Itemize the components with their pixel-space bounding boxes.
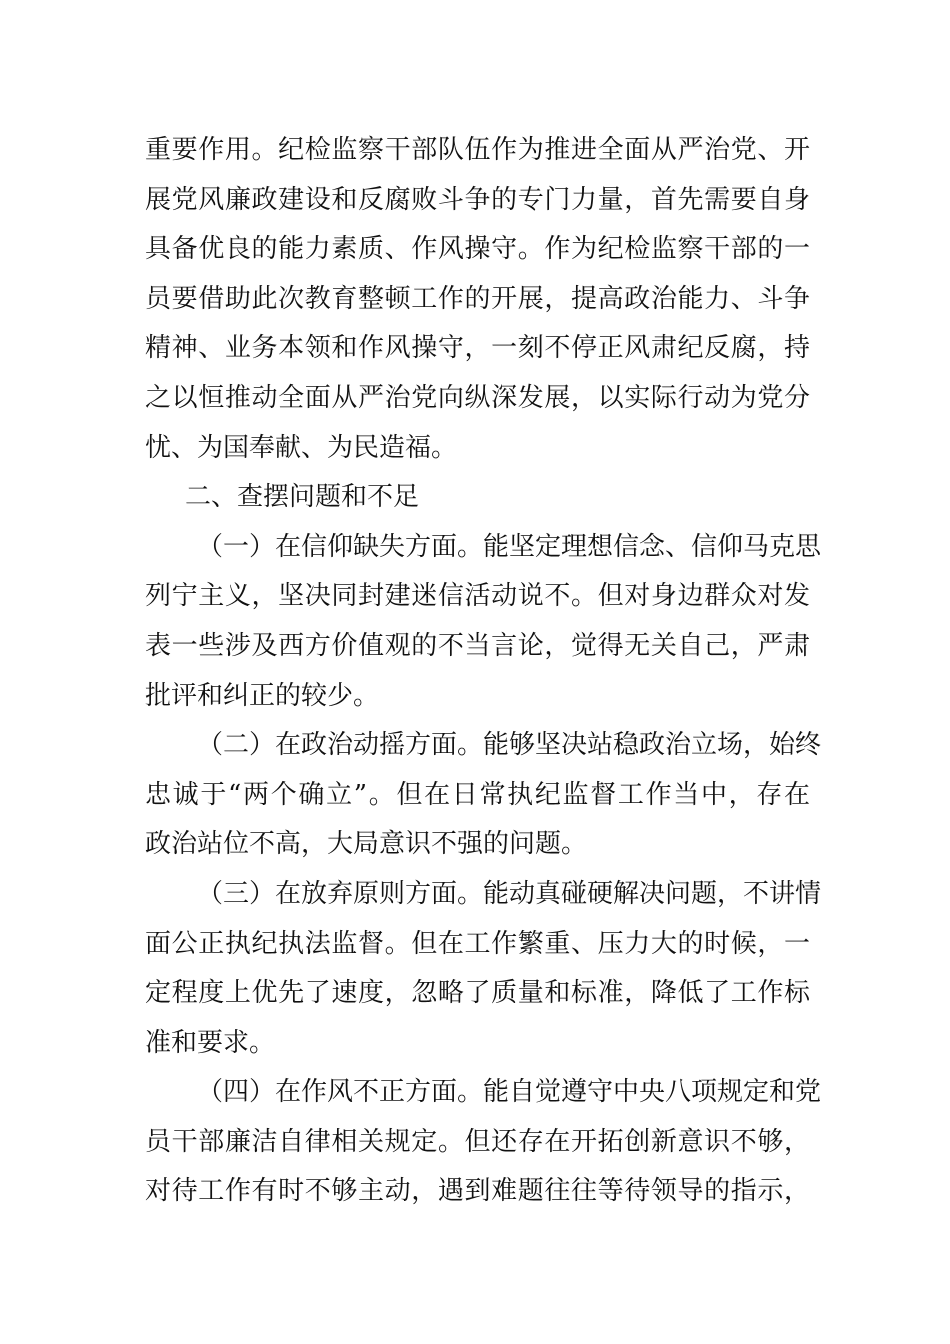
text-line: 表一些涉及西方价值观的不当言论，觉得无关自己，严肃 — [145, 630, 810, 661]
text-line: 重要作用。纪检监察干部队伍作为推进全面从严治党、开 — [145, 135, 810, 165]
text-line: （一）在信仰缺失方面。能坚定理想信念、信仰马克思 — [197, 531, 822, 562]
text-line: （四）在作风不正方面。能自觉遵守中央八项规定和党 — [197, 1077, 822, 1108]
section-heading: 二、查摆问题和不足 — [185, 482, 420, 513]
text-line: （二）在政治动摇方面。能够坚决站稳政治立场，始终 — [197, 730, 822, 761]
text-line: 之以恒推动全面从严治党向纵深发展，以实际行动为党分 — [145, 382, 810, 413]
text-line: 员要借助此次教育整顿工作的开展，提高政治能力、斗争 — [145, 283, 810, 314]
text-line: 忧、为国奉献、为民造福。 — [145, 432, 458, 463]
text-line: 批评和纠正的较少。 — [145, 680, 380, 711]
text-line: 具备优良的能力素质、作风操守。作为纪检监察干部的一 — [145, 234, 810, 265]
text-line: 面公正执纪执法监督。但在工作繁重、压力大的时候，一 — [145, 928, 810, 959]
text-line: 准和要求。 — [145, 1027, 276, 1058]
text-line: 政治站位不高，大局意识不强的问题。 — [145, 829, 588, 860]
text-line: 列宁主义，坚决同封建迷信活动说不。但对身边群众对发 — [145, 581, 810, 612]
text-line: 展党风廉政建设和反腐败斗争的专门力量，首先需要自身 — [145, 184, 810, 215]
text-line: 定程度上优先了速度，忽略了质量和标准，降低了工作标 — [145, 978, 810, 1009]
document-body — [145, 126, 822, 1217]
text-line: （三）在放弃原则方面。能动真碰硬解决问题，不讲情 — [197, 878, 822, 909]
text-line: 精神、业务本领和作风操守，一刻不停正风肃纪反腐，持 — [145, 333, 810, 364]
text-line: 忠诚于“两个确立”。但在日常执纪监督工作当中，存在 — [145, 779, 810, 810]
text-line: 对待工作有时不够主动，遇到难题往往等待领导的指示， — [145, 1176, 810, 1207]
text-line: 员干部廉洁自律相关规定。但还存在开拓创新意识不够， — [145, 1126, 810, 1157]
